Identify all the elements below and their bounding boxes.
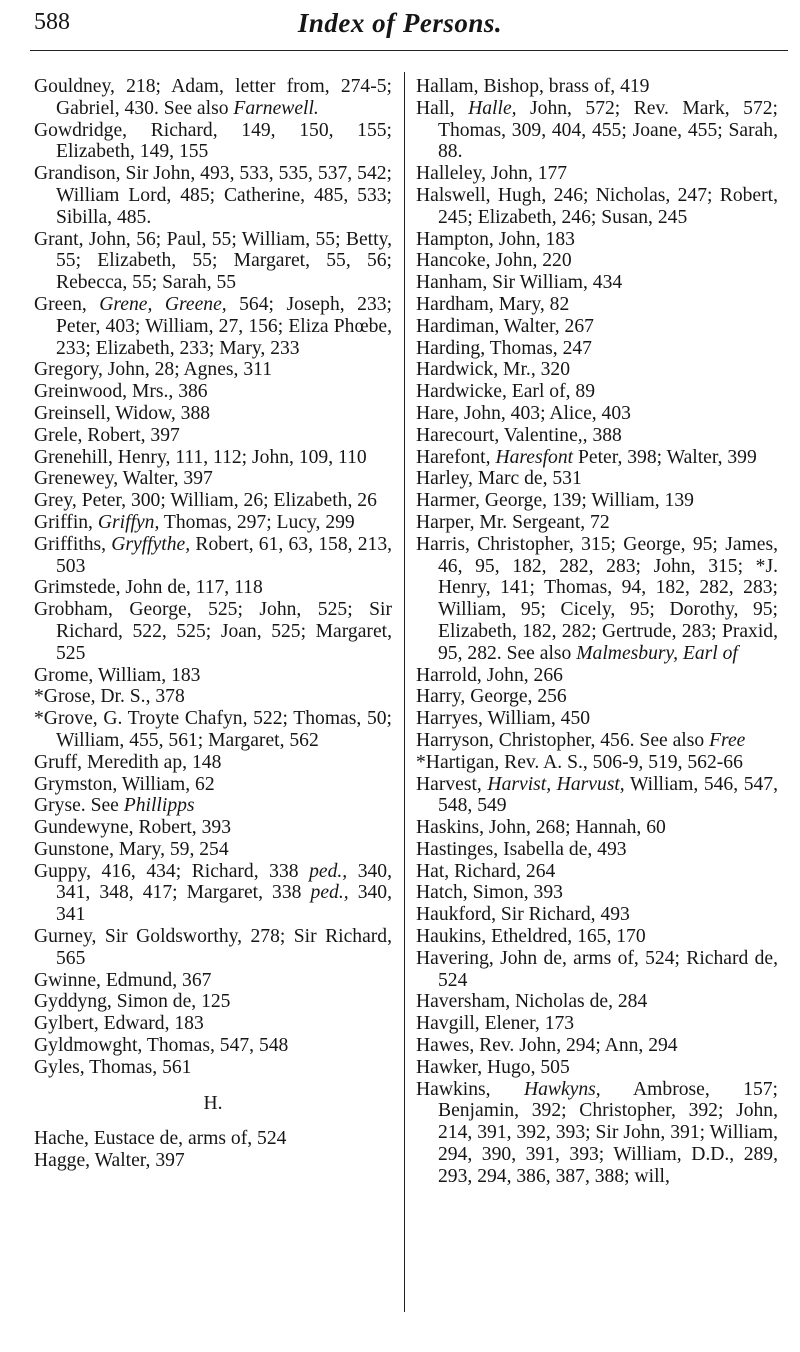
index-entry: Griffin, Griffyn, Thomas, 297; Lucy, 299 [34, 511, 355, 533]
index-entry: Grymston, William, 62 [34, 773, 215, 795]
index-entry: Hancoke, John, 220 [416, 250, 572, 272]
index-entry: Hatch, Simon, 393 [416, 882, 563, 904]
index-entry: Halleley, John, 177 [416, 163, 568, 185]
index-entry: Greinsell, Widow, 388 [34, 402, 211, 424]
index-entry: Gylbert, Edward, 183 [34, 1013, 204, 1035]
index-entry: Hanham, Sir William, 434 [416, 272, 623, 294]
index-entry: Gowdridge, Richard, 149, 150, 155; Elizabeth, 149, 155 [34, 119, 392, 163]
index-entry: Gruff, Meredith ap, 148 [34, 751, 222, 773]
index-entry: Grandison, Sir John, 493, 533, 535, 537, 542; William Lord, 485; Catherine, 485, 533; Sibilla, 485. [34, 163, 392, 228]
index-entry: Havgill, Elener, 173 [416, 1013, 575, 1035]
index-entry: Harryson, Christopher, 456. See also Free [416, 729, 746, 751]
index-entry: Harryes, William, 450 [416, 708, 591, 730]
index-entry: Gouldney, 218; Adam, letter from, 274-5; Gabriel, 430. See also Farnewell. [34, 76, 392, 119]
index-entry: Greinwood, Mrs., 386 [34, 381, 208, 403]
index-entry: Harefont, Haresfont Peter, 398; Walter, 399 [416, 446, 757, 468]
index-entry: Gyddyng, Simon de, 125 [34, 991, 231, 1013]
index-entry: Hare, John, 403; Alice, 403 [416, 402, 631, 424]
index-entry: Hache, Eustace de, arms of, 524 [34, 1128, 287, 1150]
index-entry: Hall, Halle, John, 572; Rev. Mark, 572; Thomas, 309, 404, 455; Joane, 455; Sarah, 88. [416, 97, 779, 163]
page-number: 588 [34, 9, 70, 35]
index-entry: Gunstone, Mary, 59, 254 [34, 838, 229, 860]
index-entry: Harper, Mr. Sergeant, 72 [416, 511, 610, 533]
index-entry: Harley, Marc de, 531 [416, 468, 582, 490]
index-entry: Harmer, George, 139; William, 139 [416, 490, 694, 512]
index-entry: Hardwicke, Earl of, 89 [416, 381, 595, 403]
index-entry: Grey, Peter, 300; William, 26; Elizabeth, 26 [34, 490, 377, 512]
index-entry: Hardwick, Mr., 320 [416, 359, 571, 381]
header-rule [30, 50, 788, 51]
index-entry: Haukford, Sir Richard, 493 [416, 904, 630, 926]
index-entry: Grenehill, Henry, 111, 112; John, 109, 110 [34, 446, 367, 468]
index-entry: Hawes, Rev. John, 294; Ann, 294 [416, 1035, 678, 1057]
index-entry: Harvest, Harvist, Harvust, William, 546, 547, 548, 549 [416, 773, 778, 817]
left-entries [34, 76, 392, 1079]
index-entry: Harecourt, Valentine,, 388 [416, 424, 622, 446]
index-entry: *Grove, G. Troyte Chafyn, 522; Thomas, 50; William, 455, 561; Margaret, 562 [34, 708, 392, 751]
index-entry: Hastinges, Isabella de, 493 [416, 838, 627, 860]
index-entry: Halswell, Hugh, 246; Nicholas, 247; Robert, 245; Elizabeth, 246; Susan, 245 [416, 184, 778, 228]
index-entry: Hat, Richard, 264 [416, 860, 556, 882]
index-entry: Haukins, Etheldred, 165, 170 [416, 926, 646, 948]
index-entry: Grome, William, 183 [34, 664, 201, 686]
index-entry: Hawker, Hugo, 505 [416, 1056, 570, 1078]
index-entry: Haskins, John, 268; Hannah, 60 [416, 817, 666, 839]
right-entries [416, 76, 778, 1188]
index-entry: Grenewey, Walter, 397 [34, 468, 213, 490]
index-entry: Harrold, John, 266 [416, 664, 563, 686]
index-entry: Griffiths, Gryffythe, Robert, 61, 63, 158, 213, 503 [34, 533, 393, 577]
index-entry: Hawkins, Hawkyns, Ambrose, 157; Benjamin, 392; Christopher, 392; John, 214, 391, 392, 393; Sir John, 391; William, 294, 390, 391, 393; William, D.D., 289, 293, 294, 386, 387, 388; will, [416, 1078, 778, 1187]
index-entry: *Grose, Dr. S., 378 [34, 686, 185, 708]
index-entry: Gryse. See Phillipps [34, 795, 195, 817]
left-entries-after [34, 1128, 392, 1172]
index-entry: Hallam, Bishop, brass of, 419 [416, 76, 650, 97]
index-entry: Harry, George, 256 [416, 686, 567, 708]
index-entry: Gregory, John, 28; Agnes, 311 [34, 359, 273, 381]
index-entry: Havering, John de, arms of, 524; Richard de, 524 [416, 947, 778, 991]
index-entry: Haversham, Nicholas de, 284 [416, 991, 648, 1013]
left-column [34, 76, 392, 1172]
index-entry: Hagge, Walter, 397 [34, 1150, 185, 1172]
index-entry: Harding, Thomas, 247 [416, 337, 592, 359]
index-entry: Grant, John, 56; Paul, 55; William, 55; Betty, 55; Elizabeth, 55; Margaret, 55, 56; Rebecca, 55; Sarah, 55 [34, 228, 392, 294]
column-divider [404, 72, 405, 1312]
index-entry: *Hartigan, Rev. A. S., 506-9, 519, 562-66 [416, 751, 743, 773]
index-entry: Gundewyne, Robert, 393 [34, 817, 231, 839]
index-entry: Green, Grene, Greene, 564; Joseph, 233; Peter, 403; William, 27, 156; Eliza Phœbe, 233; Elizabeth, 233; Mary, 233 [34, 293, 392, 359]
index-entry: Gwinne, Edmund, 367 [34, 969, 212, 991]
index-entry: Grimstede, John de, 117, 118 [34, 577, 263, 599]
index-entry: Grele, Robert, 397 [34, 424, 180, 446]
index-entry: Grobham, George, 525; John, 525; Sir Richard, 522, 525; Joan, 525; Margaret, 525 [34, 599, 392, 664]
section-letter: H. [203, 1092, 223, 1114]
index-entry: Hardham, Mary, 82 [416, 293, 570, 315]
index-entry: Harris, Christopher, 315; George, 95; James, 46, 95, 182, 282, 283; John, 315; *J. Henry, 141; Thomas, 94, 182, 282, 283; William, 95; Cicely, 95; Dorothy, 95; Elizabeth, 182, 282; Gertrude, 283; Praxid, 95, 282. See also Malmesbury, Earl of [416, 533, 778, 664]
index-entry: Gurney, Sir Goldsworthy, 278; Sir Richard, 565 [34, 926, 392, 969]
index-entry: Gyldmowght, Thomas, 547, 548 [34, 1035, 289, 1057]
right-column [416, 76, 778, 1188]
page-title: Index of Persons. [297, 8, 503, 38]
index-entry: Hampton, John, 183 [416, 228, 575, 250]
index-entry: Guppy, 416, 434; Richard, 338 ped., 340, 341, 348, 417; Margaret, 338 ped., 340, 341 [34, 860, 392, 926]
index-entry: Gyles, Thomas, 561 [34, 1056, 192, 1078]
index-entry: Hardiman, Walter, 267 [416, 315, 594, 337]
